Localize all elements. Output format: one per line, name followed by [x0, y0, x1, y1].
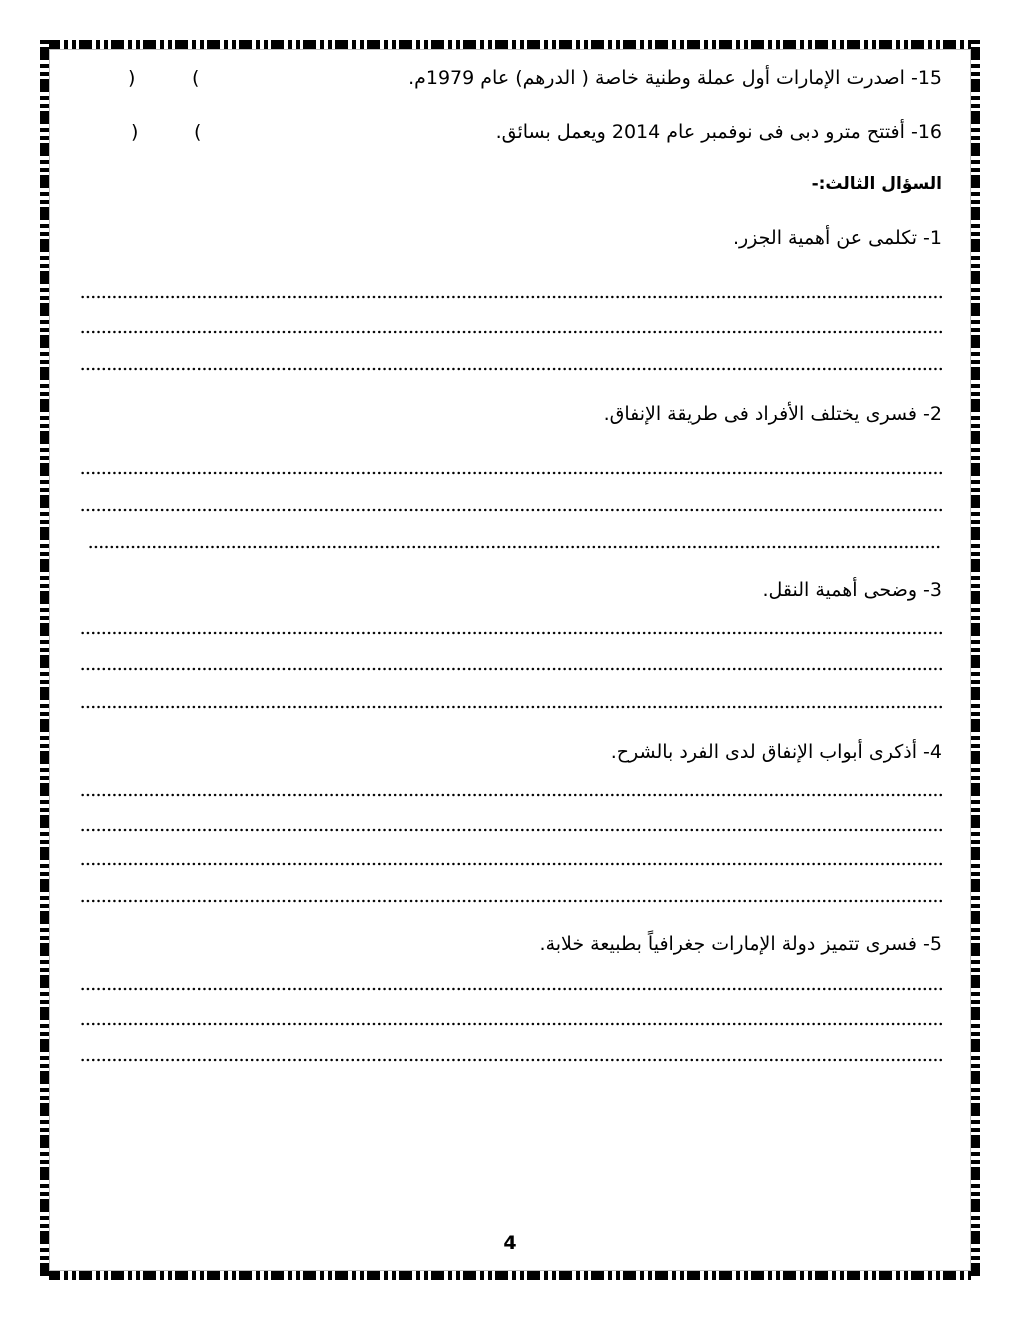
answer-line [80, 987, 942, 991]
page-border-left [40, 40, 49, 1280]
page-number: 4 [503, 1232, 517, 1254]
question-4: 4- أذكرى أبواب الإنفاق لدى الفرد بالشرح. [610, 741, 942, 763]
item-15-paren-close: ) [128, 67, 136, 89]
item-15-text: 15- اصدرت الإمارات أول عملة وطنية خاصة ( الدرهم) عام 1979م. [408, 67, 942, 89]
item-16-paren-open: ( [194, 121, 202, 143]
answer-line [80, 899, 942, 903]
answer-line [88, 545, 942, 549]
answer-line [80, 828, 942, 832]
section-3-heading: السؤال الثالث:- [811, 174, 942, 194]
question-3: 3- وضحى أهمية النقل. [762, 579, 942, 601]
page-border-right [971, 40, 980, 1280]
answer-line [80, 1058, 942, 1062]
answer-line [80, 705, 942, 709]
page-border-bottom [40, 1271, 980, 1280]
question-5: 5- فسرى تتميز دولة الإمارات جغرافياً بطبيعة خلابة. [539, 933, 942, 955]
item-15-paren-open: ( [192, 67, 200, 89]
item-16-text: 16- أفتتح مترو دبى فى نوفمبر عام 2014 ويعمل بسائق. [495, 121, 942, 143]
answer-line [80, 667, 942, 671]
answer-line [80, 471, 942, 475]
page-border-top [40, 40, 980, 49]
answer-line [80, 1022, 942, 1026]
question-1: 1- تكلمى عن أهمية الجزر. [732, 227, 942, 249]
answer-line [80, 295, 942, 299]
answer-line [80, 367, 942, 371]
question-2: 2- فسرى يختلف الأفراد فى طريقة الإنفاق. [603, 403, 942, 425]
answer-line [80, 631, 942, 635]
answer-line [80, 330, 942, 334]
answer-line [80, 793, 942, 797]
item-16-paren-close: ) [131, 121, 139, 143]
answer-line [80, 508, 942, 512]
answer-line [80, 862, 942, 866]
